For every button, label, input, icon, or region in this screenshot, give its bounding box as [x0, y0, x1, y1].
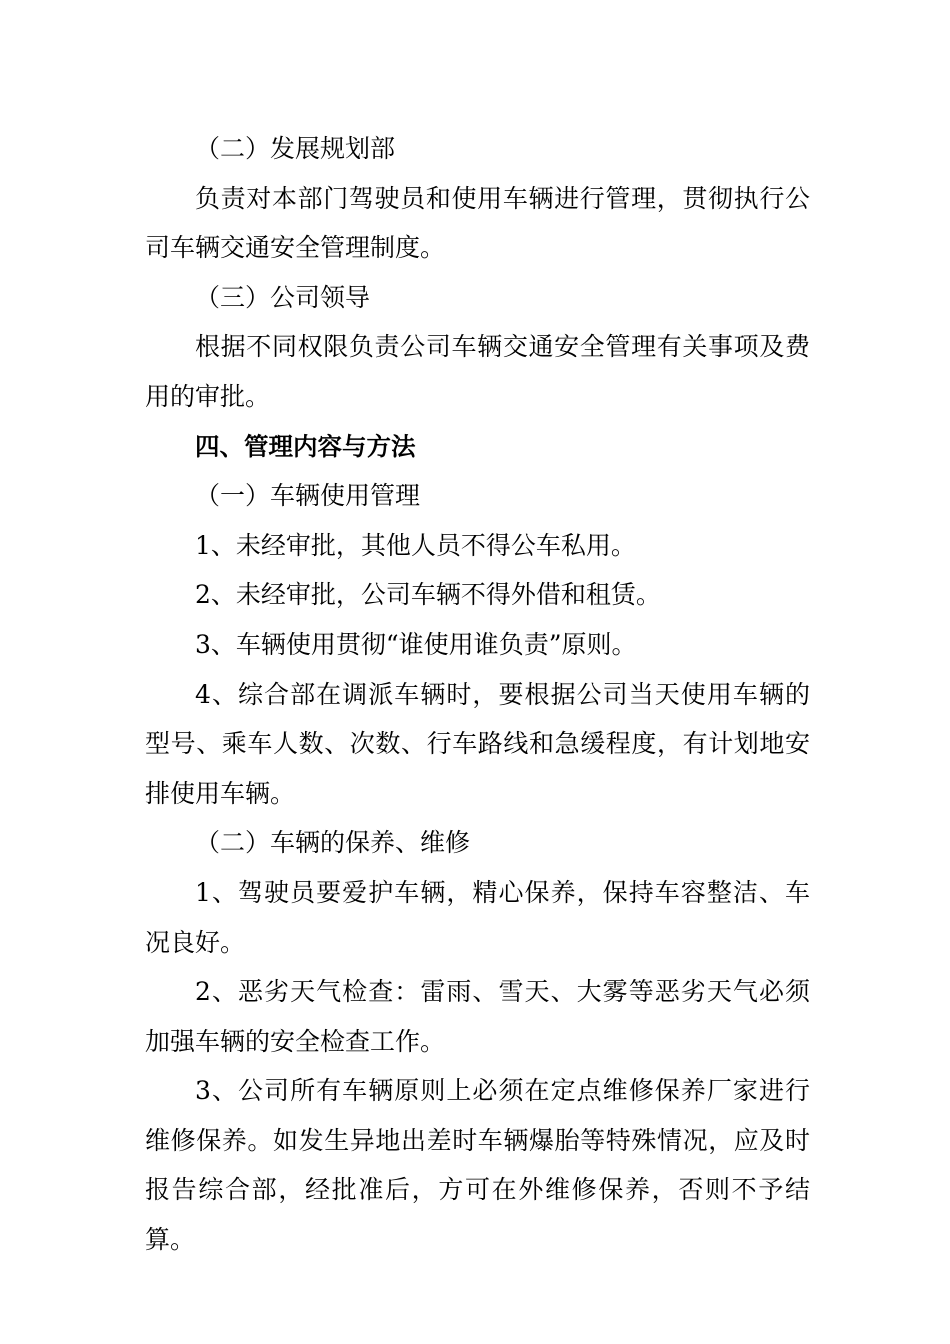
subheading-vehicle-use: （一）车辆使用管理	[195, 481, 421, 511]
list-item-vehicle-use-3: 3、车辆使用贯彻“谁使用谁负责”原则。	[195, 629, 637, 659]
list-item-maintenance-2: 2、恶劣天气检查：雷雨、雪天、大雾等恶劣天气必须加强车辆的安全检查工作。	[145, 977, 810, 1056]
list-item-vehicle-use-2: 2、未经审批，公司车辆不得外借和租赁。	[195, 580, 661, 610]
subheading-development-planning: （二）发展规划部	[195, 134, 396, 163]
paragraph-development-planning-duty: 负责对本部门驾驶员和使用车辆进行管理，贯彻执行公司车辆交通安全管理制度。	[145, 183, 810, 263]
document-body	[145, 124, 810, 1265]
subheading-company-leaders: （三）公司领导	[195, 282, 371, 312]
subheading-maintenance: （二）车辆的保养、维修	[195, 828, 471, 858]
list-item-vehicle-use-1: 1、未经审批，其他人员不得公车私用。	[195, 530, 636, 560]
list-item-maintenance-1: 1、驾驶员要爱护车辆，精心保养，保持车容整洁、车况良好。	[145, 877, 810, 957]
paragraph-company-leaders-duty: 根据不同权限负责公司车辆交通安全管理有关事项及费用的审批。	[145, 332, 810, 411]
list-item-maintenance-3: 3、公司所有车辆原则上必须在定点维修保养厂家进行维修保养。如发生异地出差时车辆爆胎等特殊情况，应及时报告综合部，经批准后，方可在外维修保养，否则不予结算。	[145, 1076, 810, 1255]
list-item-vehicle-use-4: 4、综合部在调派车辆时，要根据公司当天使用车辆的型号、乘车人数、次数、行车路线和急缓程度，有计划地安排使用车辆。	[145, 679, 810, 808]
section-heading-management-content: 四、管理内容与方法	[195, 431, 416, 461]
